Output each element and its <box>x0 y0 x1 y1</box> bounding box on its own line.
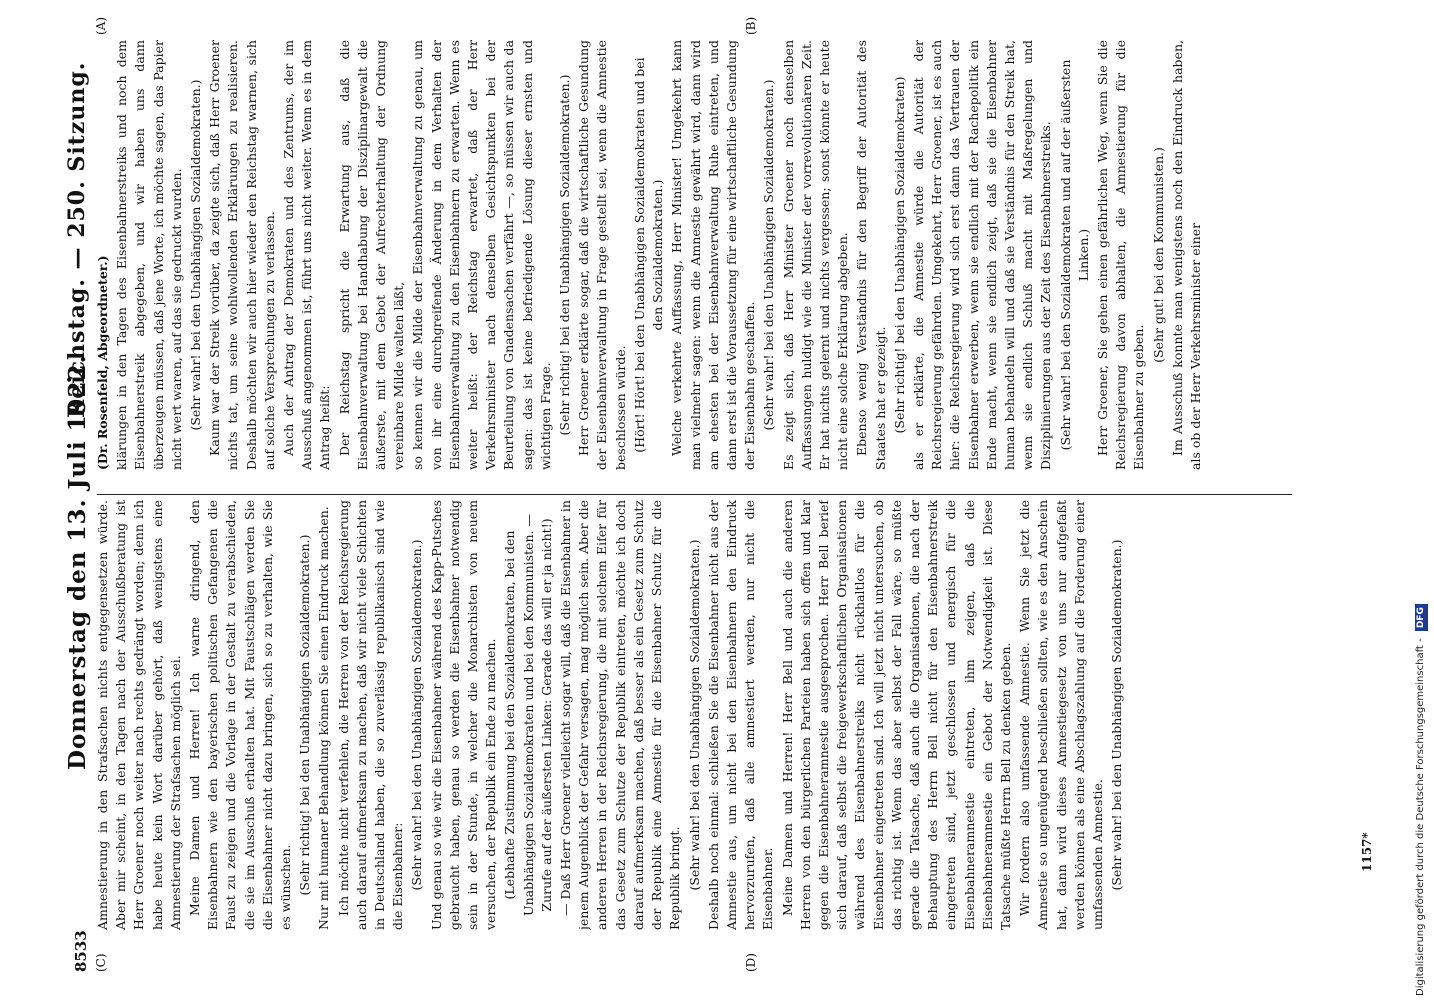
paragraph: Kaum war der Streik vorüber, da zeigte sich, daß Herr Groener nichts tat, um seine wohlwollenden Erklärungen zu realisieren. Deshalb möchten wir auch hier wieder den Reichstag warnen, sich auf solche Versprechungen zu verlassen. <box>207 40 277 470</box>
paragraph: Meine Damen und Herren! Ich warne dringend, den Eisenbahnern wie den bayerischen politischen Gefangenen die Faust zu zeigen und die Vorlage in der Gestalt zu verabschieden, die sie im Ausschuß erhalten hat. Mit Faustschlägen werden Sie die Eisenbahner nicht dazu bringen, sich so zu verhalten, wie Sie es wünschen. <box>187 500 294 930</box>
interjection: (Sehr wahr! bei den Sozialdemokraten und auf der äußersten Linken.) <box>1057 59 1091 451</box>
session-title: Reichstag. — 250. Sitzung. <box>64 61 90 418</box>
margin-letter-a: (A) <box>94 16 108 35</box>
left-column <box>94 40 1374 470</box>
paragraph: Herr Groener erklärte sogar, daß die wirtschaftliche Gesundung der Eisenbahnverwaltung in Frage gestellt sei, wenn die Amnestie beschlossen würde. <box>576 40 628 470</box>
paragraph: Meine Damen und Herren! Herr Bell und auch die anderen Herren von den bürgerlichen Parteien haben sich offen und klar gegen die Eisenbahneramnestie ausgesprochen. Herr Bell berief sich darauf, daß selbst die freigewerkschaftlichen Organisationen während des Eisenbahnerstreiks nicht rückhaltlos für die Eisenbahner eingetreten sind. Ich will jetzt nicht untersuchen, ob das richtig ist. Wenn das aber selbst der Fall wäre, so müßte gerade die Tatsache, daß auch die Organisationen, die nach der Behauptung des Herrn Bell nicht für den Eisenbahnerstreik eingetreten sind, jetzt geschlossen und energisch für die Eisenbahneramnestie eintreten, ihm zeigen, daß die Eisenbahneramnestie ein Gebot der Notwendigkeit ist. Diese Tatsache müßte Herrn Bell zu denken geben. <box>779 500 1013 930</box>
margin-letter-b: (B) <box>744 16 758 35</box>
interjection: (Sehr wahr! bei den Unabhängigen Sozialdemokraten.) <box>761 79 777 431</box>
interjection: (Sehr richtig! bei den Unabhängigen Sozialdemokraten) <box>891 76 907 434</box>
document-page <box>2 0 1402 1000</box>
paragraph: Nur mit humaner Behandlung können Sie einen Eindruck machen. <box>316 506 332 930</box>
digitization-note <box>1410 0 1432 1000</box>
paragraph: so kennen wir die Milde der Eisenbahnverwaltung zu genau, um von ihr eine durchgreifende Änderung in dem Verhalten der Eisenbahnverwaltung zu den Eisenbahnern zu erwarten. Wenn es weiter heißt: der Reichstag erwartet, daß der Herr Verkehrsminister nach denselben Gesichtspunkten bei der Beurteilung von Gnadensachen verfährt —, so müssen wir auch da sagen: das ist keine befriedigende Lösung dieser ernsten und wichtigen Frage. <box>410 40 553 470</box>
page-signature: 1157* <box>1360 832 1374 872</box>
margin-letter-c: (C) <box>94 953 108 972</box>
paragraph: Deshalb noch einmal: schließen Sie die Eisenbahner nicht aus der Amnestie aus, um nicht bei den Eisenbahnern den Eindruck hervorzurufen, daß alle amnestiert werden, nur nicht die Eisenbahner. <box>705 500 776 930</box>
speaker-line: (Dr. Rosenfeld, Abgeordneter.) <box>95 255 110 470</box>
paragraph: klärungen in den Tagen des Eisenbahnerstreiks und noch dem Eisenbahnerstreik abgegeben, und wir haben uns dann überzeugen müssen, daß jene Worte, ich möchte sagen, das Papier nicht wert waren, auf das sie gedruckt wurden. <box>114 40 184 470</box>
paragraph: Welche verkehrte Auffassung, Herr Minister! Umgekehrt kann man vielmehr sagen: wenn die Amnestie gewährt wird, dann wird am ehesten bei der Eisenbahnverwaltung Ruhe eintreten, und dann erst ist die Voraussetzung für eine wirtschaftliche Gesundung der Eisenbahn geschaffen. <box>669 40 758 470</box>
margin-letter-d: (D) <box>744 953 758 972</box>
date-title: Donnerstag den 13. Juli 1922. <box>64 354 91 770</box>
paragraph: Es zeigt sich, daß Herr Minister Groener noch denselben Auffassungen huldigt wie die Minister der vorrevolutionären Zeit. Er hat nichts gelernt und nichts vergessen; sonst könnte er heute nicht eine solche Erklärung abgeben. <box>780 40 851 470</box>
paragraph: Im Ausschuß konnte man wenigstens noch den Eindruck haben, als ob der Herr Verkehrsminister einer <box>1169 40 1203 470</box>
page-number: 8533 <box>72 930 90 972</box>
interjection: (Sehr wahr! bei den Unabhängigen Sozialdemokraten.) <box>686 539 702 891</box>
paragraph: Ich möchte nicht verfehlen, die Herren von der Reichsregierung auch darauf aufmerksam zu machen, daß wir nicht viele Schichten in Deutschland haben, die so zuverlässig republikanisch sind wie die Eisenbahner: <box>335 500 406 930</box>
paragraph: Herr Groener, Sie gehen einen gefährlichen Weg, wenn Sie die Reichsregierung davon abhalten, die Amnestierung für die Eisenbahner zu geben. <box>1094 40 1147 470</box>
interjection: (Hört! Hört! bei den Unabhängigen Sozialdemokraten und bei den Sozialdemokraten.) <box>631 57 666 453</box>
paragraph: als er erklärte, die Amnestie würde die Autorität der Reichsregierung gefährden. Umgekehrt, Herr Groener, ist es auch hier: die Reichsregierung wird sich erst dann das Vertrauen der Eisenbahner erwerben, wenn sie endlich mit der Rachepolitik ein Ende macht, wenn sie endlich zeigt, daß sie die Eisenbahner human behandeln will und daß sie Verständnis für den Streik hat, wenn sie endlich Schluß macht mit Maßregelungen und Disziplinierungen aus der Zeit des Eisenbahnerstreiks. <box>910 40 1054 470</box>
digitization-note-text: Digitalisierung gefördert durch die Deutsche Forschungsgemeinschaft - <box>1415 638 1426 996</box>
interjection: (Sehr richtig! bei den Unabhängigen Sozialdemokraten.) <box>557 74 573 436</box>
interjection: (Sehr richtig! bei den Unabhängigen Sozialdemokraten.) <box>297 534 313 896</box>
quoted-passage: Der Reichstag spricht die Erwartung aus, daß die Eisenbahnverwaltung bei Handhabung der Disziplinargewalt die äußerste, mit dem Gebot der Aufrechterhaltung der Ordnung vereinbare Milde walten läßt, <box>336 40 407 470</box>
interjection: (Sehr wahr! bei den Unabhängigen Sozialdemokraten.) <box>1109 539 1125 891</box>
column-divider <box>97 494 1292 495</box>
interjection: (Sehr wahr! bei den Unabhängigen Sozialdemokraten.) <box>188 79 204 431</box>
interjection: (Lebhafte Zustimmung bei den Sozialdemokraten, bei den Unabhängigen Sozialdemokraten und bei den Kommunisten. — Zurufe auf der äußersten Linken: Gerade das will er ja nicht!) <box>502 514 554 916</box>
paragraph: Ebenso wenig Verständnis für den Begriff der Autorität des Staates hat er gezeigt. <box>854 40 888 470</box>
paragraph: Wir fordern also umfassende Amnestie. Wenn Sie jetzt die Amnestie so ungenügend beschließen sollten, wie es den Anschein hat, dann wird dieses Amnestiegesetz von uns nur aufgefaßt werden können als eine Abschlagszahlung auf die Forderung einer umfassenden Amnestie. <box>1017 500 1105 930</box>
right-column <box>94 500 1344 930</box>
paragraph: — Daß Herr Groener vielleicht sogar will, daß die Eisenbahner in jenem Augenblick der Gefahr versagen, mag möglich sein. Aber die anderen Herren in der Reichsregierung, die mit solchem Eifer für das Gesetz zum Schutze der Republik eintreten, möchte ich doch darauf aufmerksam machen, daß besser als ein Gesetz zum Schutz der Republik eine Amnestie für die Eisenbahner Schutz für die Republik bringt. <box>558 500 683 930</box>
paragraph: Auch der Antrag der Demokraten und des Zentrums, der im Ausschuß angenommen ist, führt uns nicht weiter. Wenn es in dem Antrag heißt: <box>281 40 333 470</box>
paragraph: Amnestierung in den Strafsachen nichts entgegensetzen würde. Aber mir scheint, in den Tagen nach der Ausschußberatung ist Herr Groener noch weiter nach rechts gedrängt worden; denn ich habe heute kein Wort darüber gehört, daß wenigstens eine Amnestierung der Strafsachen möglich sei. <box>95 500 183 930</box>
page-header <box>2 0 92 1000</box>
paragraph: Und genau so wie wir die Eisenbahner während des Kapp-Putsches gebraucht haben, genau so werden die Eisenbahner notwendig sein in der Stunde, in welcher die Monarchisten von neuem versuchen, der Republik ein Ende zu machen. <box>428 500 499 930</box>
interjection: (Sehr gut! bei den Kommunisten.) <box>1150 147 1166 363</box>
interjection: (Sehr wahr! bei den Unabhängigen Sozialdemokraten.) <box>409 539 425 891</box>
dfg-logo-icon: DFG <box>1415 604 1428 631</box>
